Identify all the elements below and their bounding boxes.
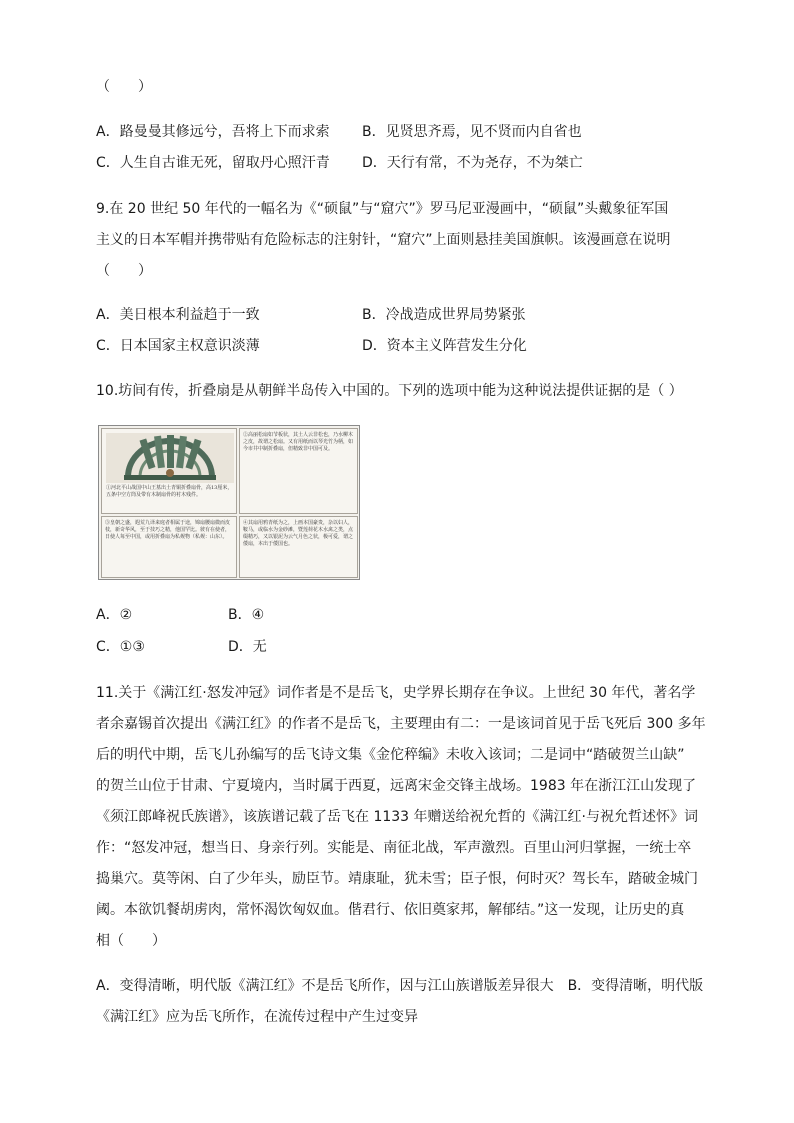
q11-stem-line: 相（ ） [96, 933, 166, 949]
source-cell-1 [101, 428, 237, 514]
q10-option-d: D．无 [228, 639, 267, 655]
q11-stem-line: 作：“怒发冲冠，想当日、身亲行列。实能是、南征北战，军声激烈。百里山河归掌握，一统士卒 [96, 840, 692, 856]
q11-options [96, 971, 704, 1033]
q9-option-d: D．资本主义阵营发生分化 [362, 338, 527, 354]
q11-stem-line: 《须江郎峰祝氏族谱》，该族谱记载了岳飞在 1133 年赠送给祝允哲的《满江红·与祝允哲述怀》词 [96, 809, 698, 825]
q11-stem-line: 的贺兰山位于甘肃、宁夏境内，当时属于西夏，远离宋金交锋主战场。1983 年在浙江江山发现了 [96, 778, 697, 794]
q8-option-b: B．见贤思齐焉，见不贤而内自省也 [362, 124, 582, 140]
q11-options-line: A．变得清晰，明代版《满江红》不是岳飞所作，因与江山族谱版差异很大 B．变得清晰，明代版 [96, 978, 704, 994]
q8-answer-blank: （ ） [96, 79, 152, 95]
q11-stem-line: 者余嘉锡首次提出《满江红》的作者不是岳飞，主要理由有二：一是该词首见于岳飞死后 300 多年 [96, 716, 706, 732]
q11-options-line: 《满江红》应为岳飞所作，在流传过程中产生过变异 [96, 1009, 418, 1025]
q9-option-a: A．美日根本利益趋于一致 [96, 307, 260, 323]
q11-stem-line: 11.关于《满江红·怒发冲冠》词作者是不是岳飞，史学界长期存在争议。上世纪 30 年代，著名学 [96, 685, 696, 701]
source-cell-2: ②高丽松扇如节板状，其土人云非松也，乃水柳木之皮，故谓之松扇。又有用纸而以琴光竹为柄，如今市井中制折叠扇，但精致非中国可及。 [239, 428, 358, 514]
q11-stem-line: 阈。本欲饥餐胡虏肉，常怀渴饮匈奴血。偕君行、依旧奠家邦，解郁结。”这一发现，让历史的真 [96, 902, 685, 918]
source-cell-1-caption: ①河北平山战国中山王墓出土青铜折叠扇骨，高13厘米，五条中空方筒及带有木制扇骨的衬木残件。 [106, 485, 233, 498]
q9-option-c: C．日本国家主权意识淡薄 [96, 338, 260, 354]
q10-source-figure [98, 425, 360, 580]
q11-stem-line: 后的明代中期，岳飞儿孙编写的岳飞诗文集《金佗稡编》未收入该词；二是词中“踏破贺兰山缺” [96, 747, 685, 763]
q8-option-c: C．人生自古谁无死，留取丹心照汗青 [96, 155, 330, 171]
q8-option-d: D．天行有常，不为尧存，不为桀亡 [362, 155, 583, 171]
q9-stem [96, 194, 700, 287]
q10-stem: 10.坊间有传，折叠扇是从朝鲜半岛传入中国的。下列的选项中能为这种说法提供证据的是（ ） [96, 383, 683, 399]
q9-option-b: B．冷战造成世界局势紧张 [362, 307, 526, 323]
bronze-fan-ribs-image [106, 433, 234, 483]
q10-option-c: C．①③ [96, 639, 145, 655]
q11-stem-line: 捣巢穴。莫等闲、白了少年头，励臣节。靖康耻，犹未雪；臣子恨，何时灭？驾长车，踏破金城门 [96, 871, 698, 887]
q9-stem-line: （ ） [96, 263, 152, 279]
source-cell-4: ④其扇用鸦青纸为之，上画本国豪贵，杂以妇人，鞍马，或临水为金砂滩，暨莲荷花木水禽之类，点缀精巧，又以银泥为云气月色之状，极可爱，谓之倭扇，本出于倭国也。 [239, 516, 358, 578]
q10-option-a: A．② [96, 607, 133, 623]
q9-stem-line: 主义的日本军帽并携带贴有危险标志的注射针，“窟穴”上面则悬挂美国旗帜。该漫画意在说明 [96, 232, 671, 248]
q9-stem-line: 9.在 20 世纪 50 年代的一幅名为《“硕鼠”与“窟穴”》罗马尼亚漫画中，“硕鼠”头戴象征军国 [96, 201, 669, 217]
q10-option-b: B．④ [228, 607, 265, 623]
source-cell-3: ③皇朝之盛，遐荒九译来庭者相属于途，锦扇腰扇微而皮枝，新奇华风，至于技巧之精，他国罕比。彼有在使者，日使人每至中国，或用折叠扇为私觌物（私觌：山东）。 [101, 516, 237, 578]
q11-stem [96, 678, 706, 957]
q8-option-a: A．路曼曼其修远兮，吾将上下而求索 [96, 124, 330, 140]
